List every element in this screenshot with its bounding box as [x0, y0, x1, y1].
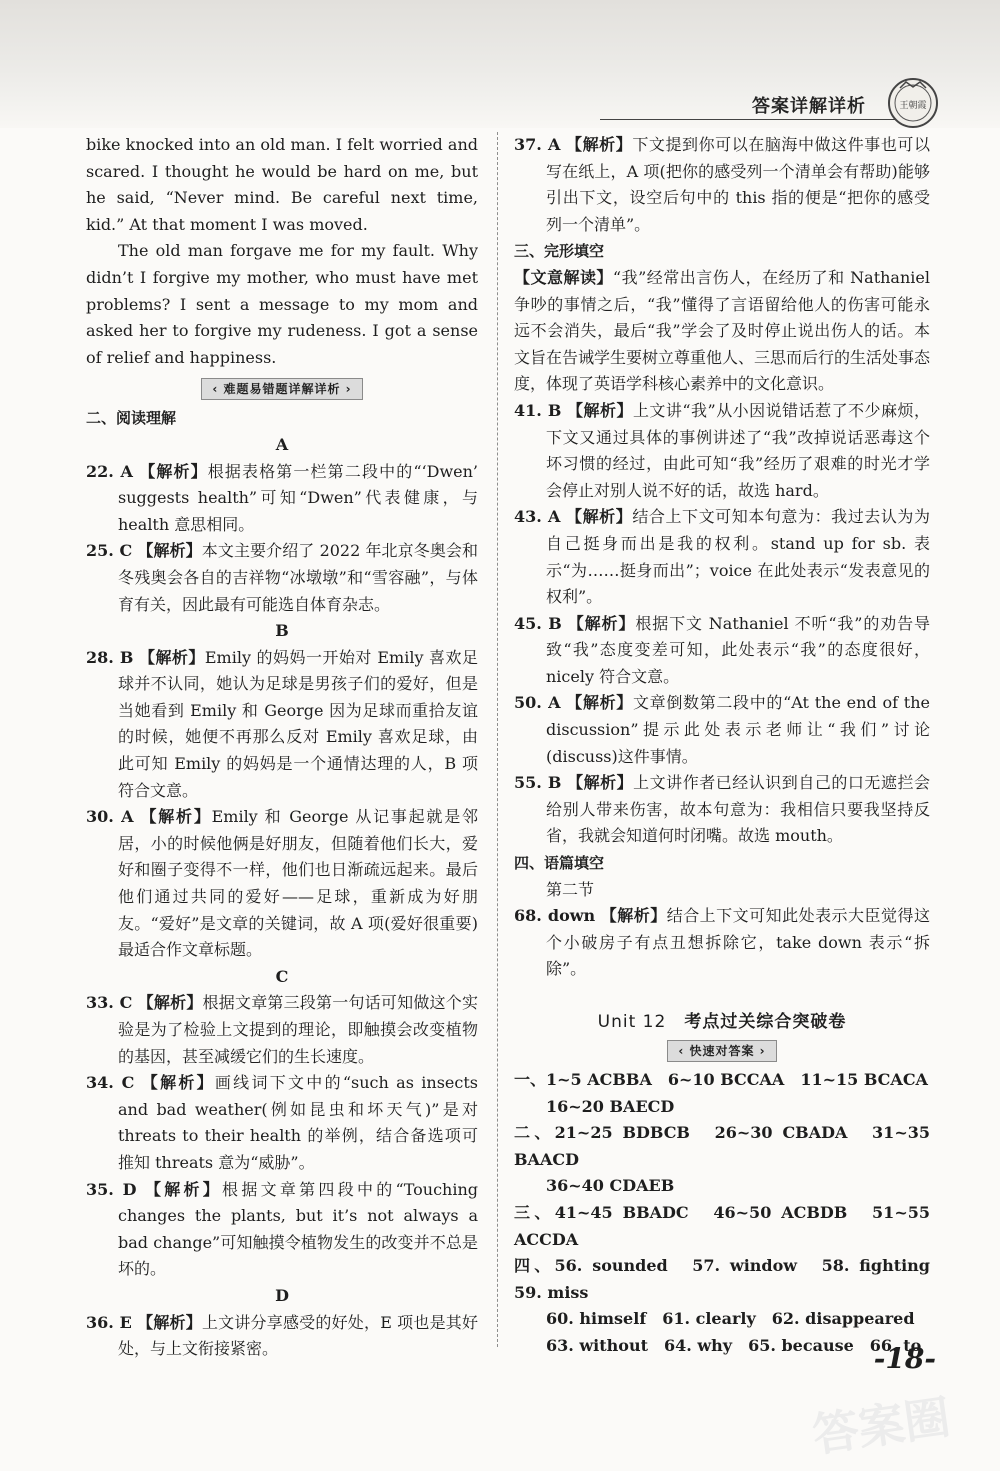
left-column [86, 132, 478, 1363]
svg-text:王朝霞: 王朝霞 [899, 101, 927, 111]
passage-label-c: C [275, 966, 289, 986]
unit-name: 考点过关综合突破卷 [684, 1012, 847, 1032]
banner-label: 难题易错题详解详析 [223, 382, 341, 397]
answer-item: 35. D 【解析】根据文章第四段中的“Touching changes the plants, but it’s not always a bad change”可知触摸令植物发生的改变并不总是坏的。 [86, 1179, 478, 1279]
section-heading-passage-fill: 四、语篇填空 [514, 854, 605, 873]
answer-item: 43. A 【解析】结合上下文可知本句意为：我过去认为为自己挺身而出是我的权利。stand up for sb. 表示“为……挺身而出”；voice 在此处表示“发表意见的权利”。 [514, 507, 930, 607]
unit-title [514, 1007, 930, 1032]
answer-key-line: 一、1~5 ACBBA 6~10 BCCAA 11~15 BCACA [514, 1070, 928, 1089]
unit-code: Unit 12 [597, 1012, 667, 1032]
answer-key-line: 二、21~25 BDBCB 26~30 CBADA 31~35 BAACD [514, 1123, 930, 1169]
page-number: -18- [873, 1342, 936, 1375]
answer-item: 45. B 【解析】根据下文 Nathaniel 不听“我”的劝告导致“我”态度变差可知，此处表示“我”的态度很好，nicely 符合文意。 [514, 613, 930, 686]
passage-label-a: A [275, 434, 289, 454]
answer-item: 36. E 【解析】上文讲分享感受的好处，E 项也是其好处，与上文衔接紧密。 [86, 1312, 478, 1359]
section-banner: ‹ 难题易错题详解详析 › [86, 378, 478, 400]
answer-item: 55. B 【解析】上文讲作者已经认识到自己的口无遮拦会给别人带来伤害，故本句意为：我相信只要我坚持反省，我就会知道何时闭嘴。故选 mouth。 [514, 773, 930, 846]
subsection-label: 第二节 [546, 879, 595, 899]
answer-item: 22. A 【解析】根据表格第一栏第二段中的“‘Dwen’ suggests health”可知“Dwen”代表健康，与 health 意思相同。 [86, 461, 479, 534]
answer-key-line: 三、41~45 BBADC 46~50 ACBDB 51~55 ACCDA [514, 1202, 930, 1249]
answer-key-line: 16~20 BAECD [546, 1096, 675, 1116]
answer-item: 30. A 【解析】Emily 和 George 从记事起就是邻居，小的时候他俩是好朋友，但随着他们长大，爱好和圈子变得不一样，他们也日渐疏远起来。最后他们通过共同的爱好——足球，重新成为好朋友。“爱好”是文章的关键词，故 A 项(爱好很重要)最适合作文章标题。 [86, 807, 478, 960]
answer-key-line: 60. himself 61. clearly 62. disappeared [546, 1309, 915, 1329]
column-divider [497, 132, 498, 1347]
answer-item: 37. A 【解析】下文提到你可以在脑海中做这件事也可以写在纸上，A 项(把你的感受列一个清单会有帮助)能够引出下文，设空后句中的 this 指的便是“把你的感受列一个清单”。 [514, 135, 930, 234]
answer-item: 28. B 【解析】Emily 的妈妈一开始对 Emily 喜欢足球并不认同，她认为足球是男孩子们的爱好，但是当她看到 Emily 和 George 因为足球而重拾友谊的时候，她便不再那么反对 Emily 喜欢足球，由此可知 Emily 的妈妈是一个通情达理的人，B 项符合文意。 [86, 647, 478, 800]
passage-label-d: D [275, 1285, 289, 1305]
passage-label-b: B [275, 621, 289, 641]
section-heading-reading: 二、阅读理解 [86, 409, 177, 428]
watermark: 答案圈 [809, 1389, 954, 1463]
answer-item: 33. C 【解析】根据文章第三段第一句话可知做这个实验是为了检验上文提到的理论，即触摸会改变植物的基因，甚至减缓它们的生长速度。 [86, 993, 478, 1066]
answer-key-line: 36~40 CDAEB [546, 1176, 675, 1196]
answer-item: 41. B 【解析】上文讲“我”从小因说错话惹了不少麻烦，下文又通过具体的事例讲述了“我”改掉说话恶毒这个坏习惯的经过，由此可知“我”经历了艰难的时光才学会停止对别人说不好的话，故选 hard。 [514, 400, 930, 500]
header-rule [600, 119, 922, 120]
answer-key-line: 63. without 64. why 65. because 66. to [546, 1335, 922, 1355]
story-paragraph-2: The old man forgave me for my fault. Why didn’t I forgive my mother, who must have met problems? I sent a message to my mom and asked her to forgive my rudeness. I got a sense of relief and happiness. [86, 241, 478, 367]
answer-item: 25. C 【解析】本文主要介绍了 2022 年北京冬奥会和冬残奥会各自的吉祥物“冰墩墩”和“雪容融”，与体育有关，因此最有可能选自体育杂志。 [86, 541, 478, 614]
section-heading-cloze: 三、完形填空 [514, 242, 605, 261]
answer-item: 50. A 【解析】文章倒数第二段中的“At the end of the discussion”提示此处表示老师让“我们”讨论(discuss)这件事情。 [514, 693, 930, 766]
answer-key-line: 四、56. sounded 57. window 58. fighting 59. miss [514, 1256, 947, 1302]
answer-item: 68. down 【解析】结合上下文可知此处表示大臣觉得这个小破房子有点丑想拆除它，take down 表示“拆除”。 [514, 906, 930, 979]
publisher-seal-icon [886, 76, 940, 130]
banner-label: 快速对答案 [689, 1044, 755, 1058]
passage-summary: 【文意解读】“我”经常出言伤人，在经历了和 Nathaniel 争吵的事情之后，“我”懂得了言语留给他人的伤害可能永远不会消失，最后“我”学会了及时停止说出伤人的话。本文旨在告诫学生要树立尊重他人、三思而后行的生活处事态度，体现了英语学科核心素养中的文化意识。 [514, 267, 931, 394]
header-title: 答案详解详析 [752, 96, 866, 117]
quick-answers-banner: ‹ 快速对答案 › [514, 1040, 930, 1062]
answer-item: 34. C 【解析】画线词下文中的“such as insects and bad weather(例如昆虫和坏天气)”是对 threats to their health 的举例，结合备选项可推知 threats 意为“威胁”。 [86, 1073, 478, 1172]
story-paragraph-1: bike knocked into an old man. I felt worried and scared. I thought he would be hard on me, but he said, “Never mind. Be careful next time, kid.” At that moment I was moved. [86, 135, 478, 234]
